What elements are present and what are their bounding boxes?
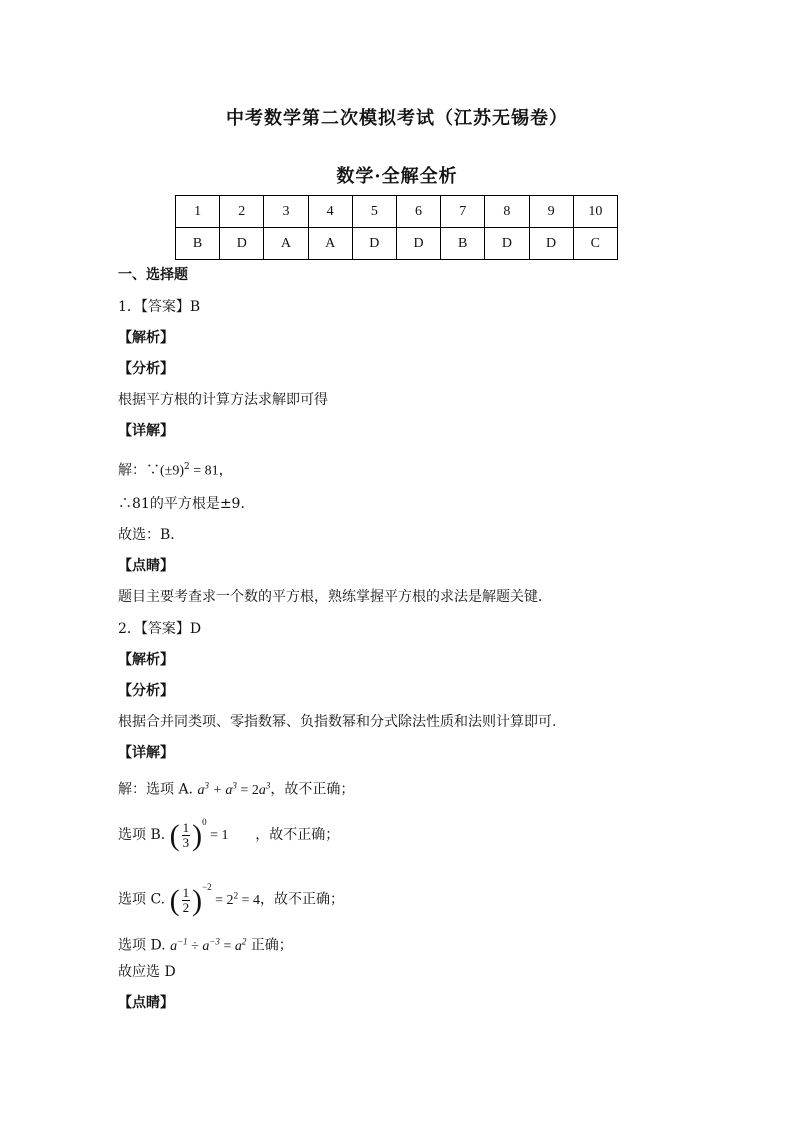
q1-solution-rest: = 81， — [189, 463, 233, 479]
sub-title: 数学·全解全析 — [336, 166, 458, 187]
q2-answer: 2．【答案】D — [118, 621, 202, 637]
q1-therefore: ∴81的平方根是±9． — [118, 496, 255, 512]
table-cell: 2 — [220, 196, 264, 228]
q2-option-d-suffix: 正确； — [250, 937, 293, 954]
table-cell: D — [352, 228, 396, 260]
q2-option-a-prefix: 解：选项 A. — [118, 781, 194, 798]
table-cell: A — [264, 228, 308, 260]
answer-table-number-row — [176, 196, 618, 228]
q1-solution-exponent: 2 — [184, 462, 190, 472]
table-cell: 6 — [396, 196, 440, 228]
table-cell: 3 — [264, 196, 308, 228]
q2-option-b-prefix: 选项 B. — [118, 827, 166, 843]
table-cell: B — [176, 228, 220, 260]
q2-xiangjie-label: 【详解】 — [118, 745, 174, 761]
q2-option-c-formula: ( $\frac{1}{2}$ )$^{-2} = 2^2 = 4$ — [169, 881, 260, 917]
table-cell: 1 — [176, 196, 220, 228]
table-cell: B — [441, 228, 485, 260]
table-cell: 7 — [441, 196, 485, 228]
table-cell: A — [308, 228, 352, 260]
table-cell: C — [573, 228, 617, 260]
table-cell: D — [396, 228, 440, 260]
q2-analysis: 根据合并同类项、零指数幂、负指数幂和分式除法性质和法则计算即可. — [118, 714, 557, 730]
q2-option-d-prefix: 选项 D. — [118, 937, 166, 954]
table-cell: D — [220, 228, 264, 260]
q2-fenxi-label: 【分析】 — [118, 683, 174, 699]
q2-option-b-suffix: ，故不正确； — [255, 827, 340, 843]
q2-conclusion: 故应选 D — [118, 964, 176, 980]
q2-option-d — [118, 932, 293, 956]
q2-option-c-prefix: 选项 C. — [118, 891, 166, 908]
q1-xiangjie-label: 【详解】 — [118, 423, 174, 439]
table-cell: 4 — [308, 196, 352, 228]
q1-comment: 题目主要考查求一个数的平方根，熟练掌握平方根的求法是解题关键． — [118, 589, 552, 605]
q2-option-c — [118, 880, 344, 916]
q1-analysis: 根据平方根的计算方法求解即可得 — [118, 392, 328, 408]
table-cell: 10 — [573, 196, 617, 228]
table-cell: 5 — [352, 196, 396, 228]
q1-jiexi-label: 【解析】 — [118, 330, 174, 346]
table-cell: 8 — [485, 196, 529, 228]
section-heading: 一、选择题 — [118, 267, 188, 283]
q1-choose: 故选：B． — [118, 527, 185, 543]
q2-jiexi-label: 【解析】 — [118, 652, 174, 668]
q2-option-b — [118, 817, 340, 852]
page-title: 中考数学第二次模拟考试（江苏无锡卷） — [226, 108, 568, 129]
q2-option-b-formula: ( $\frac{1}{3}$ )$^0$ = 1 — [169, 817, 229, 852]
q1-answer: 1．【答案】B — [118, 299, 201, 315]
answer-table — [175, 195, 618, 260]
q1-solution-math: (±9) — [160, 463, 185, 479]
q2-option-a-formula: $a^3 + a^3 = 2a^3$ — [197, 780, 271, 798]
q2-option-c-suffix: ，故不正确； — [259, 891, 344, 908]
q1-fenxi-label: 【分析】 — [118, 361, 174, 377]
table-cell: D — [485, 228, 529, 260]
q2-option-a — [118, 776, 354, 800]
answer-table-answer-row — [176, 228, 618, 260]
q1-solution-prefix: 解：∵ — [118, 462, 160, 479]
q2-option-d-formula: $a^{-1} \div a^{-3} = a^2$ — [170, 936, 247, 954]
table-cell: 9 — [529, 196, 573, 228]
table-cell: D — [529, 228, 573, 260]
q1-dianjing-label: 【点睛】 — [118, 558, 174, 574]
q1-solution — [118, 458, 233, 481]
q2-option-a-suffix: ，故不正确； — [270, 781, 355, 798]
q2-dianjing-label: 【点睛】 — [118, 995, 174, 1011]
